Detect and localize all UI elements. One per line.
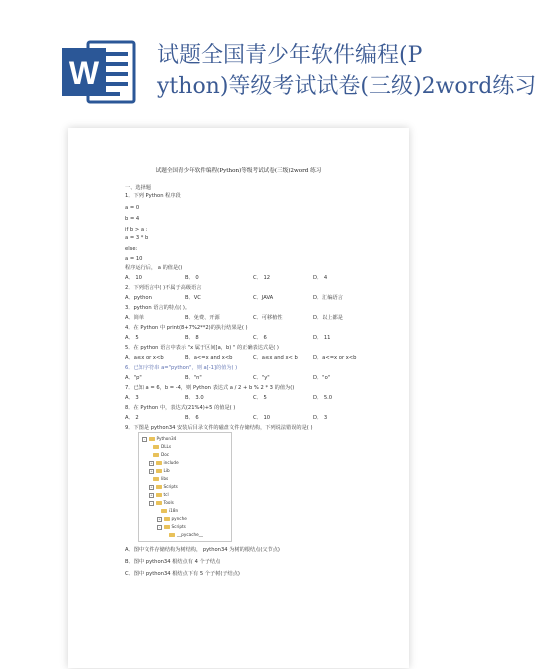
tree-item: __pycache__ (169, 531, 203, 538)
option: B．免费、开源 (185, 315, 220, 321)
q1-code-line: a = 10 (125, 256, 143, 262)
option: D．"o" (313, 375, 331, 381)
collapse-icon: - (150, 500, 153, 505)
q7-stem: 7．已知 a = 6，b = -4，则 Python 表达式 a / 2 + b % 2 * 3 的值为() (125, 385, 295, 391)
directory-tree-figure (138, 432, 232, 542)
option: D．以上都是 (313, 315, 343, 321)
option: B． 0 (185, 275, 199, 281)
folder-icon (156, 485, 162, 489)
folder-icon (156, 469, 162, 473)
folder-icon (164, 525, 170, 529)
folder-icon (149, 437, 155, 441)
option: C．可移植性 (253, 315, 283, 321)
expand-icon: + (158, 516, 161, 521)
option: C． 12 (253, 275, 271, 281)
folder-icon (153, 477, 159, 481)
option: A． 5 (125, 335, 139, 341)
option: C． 5 (253, 395, 267, 401)
tree-item: libs (153, 475, 168, 482)
tree-item: + tcl (150, 492, 169, 497)
cover-title (157, 40, 536, 102)
option: A．python (125, 295, 152, 301)
q1-code-line: if b > a : (125, 227, 148, 233)
folder-icon (156, 493, 162, 497)
option: A．"p" (125, 375, 142, 381)
q5-stem: 5．在 python 语言中表示 "x 属于区间[a，b) " 的正确表达式是( ) (125, 345, 279, 351)
q2-stem: 2．下列语言中( )不属于高级语言 (125, 285, 202, 291)
folder-icon (169, 533, 175, 537)
expand-icon: + (150, 468, 153, 473)
folder-icon (153, 445, 159, 449)
tree-item: - Tools (150, 500, 174, 505)
option: D． 4 (313, 275, 328, 281)
option: A．a≤x or x<b (125, 355, 164, 361)
option: A． 10 (125, 275, 142, 281)
tree-item: + pynche (158, 516, 187, 521)
option: B． 8 (185, 335, 199, 341)
collapse-icon: - (158, 524, 161, 529)
q9-option-a: A．图中文件存储结构为树结构， python34 为树的根结点(父节点) (125, 547, 280, 553)
document-title: 试题全国青少年软件编程(Python)等级考试试卷(三级)2word 练习 (155, 168, 322, 174)
tree-root: - Python34 (143, 436, 177, 441)
cover-header (0, 0, 536, 135)
option: D．a<=x or x<b (313, 355, 357, 361)
tree-item: - Scripts (158, 524, 186, 529)
q9-option-b: B．图中 python34 根结点有 4 个子结点 (125, 559, 221, 565)
option: D． 5.0 (313, 395, 333, 401)
folder-icon (156, 461, 162, 465)
cover-title-line-2: ython)等级考试试卷(三级)2word练习 (157, 74, 536, 99)
tree-item: + Scripts (150, 484, 178, 489)
q1-code-line: a = 0 (125, 205, 140, 211)
folder-icon (164, 517, 170, 521)
q6-stem: 6．已知字符串 a="python"，则 a[-1]的值为( ) (125, 365, 238, 371)
q1-stem: 1．下列 Python 程序段 (125, 193, 181, 199)
folder-icon (153, 453, 159, 457)
q4-stem: 4．在 Python 中 print(8+7%2**2)的执行结果是( ) (125, 325, 248, 331)
expand-icon: + (150, 460, 153, 465)
tree-item: Doc (153, 451, 169, 458)
tree-item: i18n (161, 507, 178, 514)
option: B． 3.0 (185, 395, 204, 401)
section-heading: 一、选择题 (125, 185, 151, 191)
option: C．"y" (253, 375, 270, 381)
option: C．JAVA (253, 295, 274, 301)
option: B． 6 (185, 415, 199, 421)
q1-code-line: b = 4 (125, 216, 140, 222)
expand-icon: + (150, 484, 153, 489)
q1-question: 程序运行后， a 的值是() (125, 265, 183, 271)
option: A．简单 (125, 315, 145, 321)
q9-option-c: C．图中 python34 根结点下有 5 个子树(子结点) (125, 571, 240, 577)
q1-code-line: a = 3 * b (125, 235, 149, 241)
option: A． 3 (125, 395, 139, 401)
q9-stem: 9．下图是 python34 安装后目录文件的磁盘文件存储结构，下列说法错误的是( ) (125, 425, 313, 431)
tree-item: DLLs (153, 443, 171, 450)
option: D． 11 (313, 335, 331, 341)
option: B．a<=x and x<b (185, 355, 233, 361)
option: B．VC (185, 295, 201, 301)
cover-title-line-1: 试题全国青少年软件编程(P (157, 43, 423, 68)
document-page (68, 128, 409, 668)
option: C．a≤x and x< b (253, 355, 298, 361)
q1-code-line: else: (125, 246, 138, 252)
word-document-icon (62, 40, 140, 104)
folder-icon (156, 501, 162, 505)
option: C． 10 (253, 415, 271, 421)
q3-stem: 3．python 语言的特点( )。 (125, 305, 191, 311)
collapse-icon: - (143, 436, 146, 441)
tree-item: + include (150, 460, 179, 465)
option: B．"n" (185, 375, 202, 381)
q8-stem: 8．在 Python 中，表达式(21%4)+5 的值是( ) (125, 405, 236, 411)
option: C． 6 (253, 335, 267, 341)
expand-icon: + (150, 492, 153, 497)
svg-text:W: W (68, 55, 100, 91)
option: D． 3 (313, 415, 328, 421)
folder-icon (161, 509, 167, 513)
option: D．汇编语言 (313, 295, 343, 301)
tree-item: + Lib (150, 468, 170, 473)
option: A． 2 (125, 415, 139, 421)
